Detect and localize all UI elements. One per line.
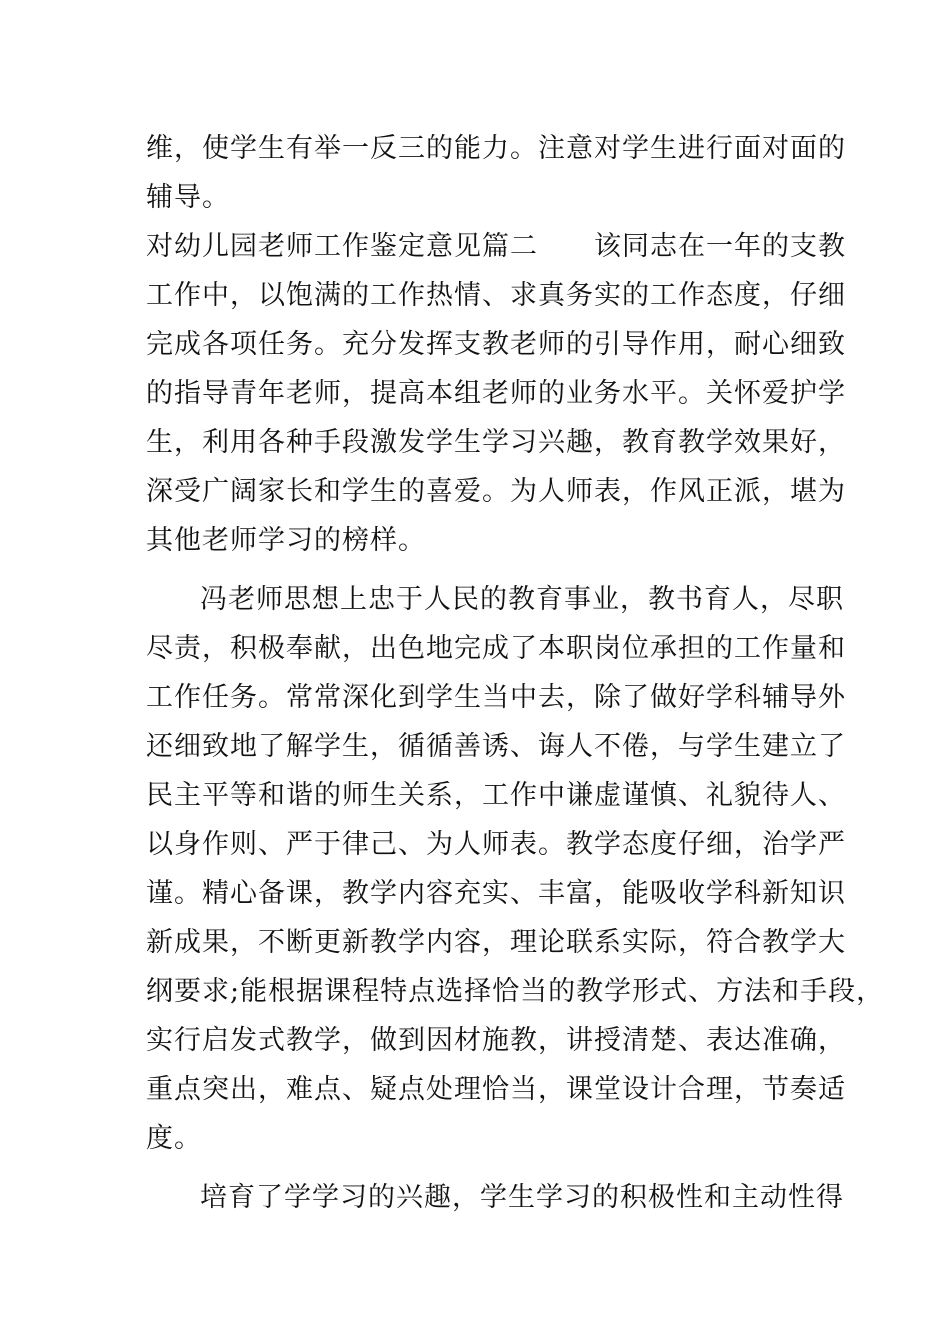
text-line: 纲要求;能根据课程特点选择恰当的教学形式、方法和手段， <box>146 976 885 1007</box>
text-line: 度。 <box>146 1123 202 1154</box>
section-heading-line: 对幼儿园老师工作鉴定意见篇二 该同志在一年的支教 <box>146 231 846 262</box>
text-line: 深受广阔家长和学生的喜爱。为人师表，作风正派，堪为 <box>146 476 846 507</box>
text-line: 实行启发式教学，做到因材施教，讲授清楚、表达准确， <box>146 1025 846 1056</box>
text-line: 重点突出，难点、疑点处理恰当，课堂设计合理，节奏适 <box>146 1074 846 1105</box>
text-line: 谨。精心备课，教学内容充实、丰富，能吸收学科新知识 <box>146 878 846 909</box>
text-line: 生，利用各种手段激发学生学习兴趣，教育教学效果好， <box>146 427 846 458</box>
text-line: 新成果，不断更新教学内容，理论联系实际，符合教学大 <box>146 927 846 958</box>
paragraph-first-line: 冯老师思想上忠于人民的教育事业，教书育人，尽职 <box>200 584 844 615</box>
text-line: 工作任务。常常深化到学生当中去，除了做好学科辅导外 <box>146 682 846 713</box>
text-line: 尽责，积极奉献，出色地完成了本职岗位承担的工作量和 <box>146 633 846 664</box>
text-line: 工作中，以饱满的工作热情、求真务实的工作态度，仔细 <box>146 280 846 311</box>
text-line: 还细致地了解学生，循循善诱、诲人不倦，与学生建立了 <box>146 731 846 762</box>
text-line: 民主平等和谐的师生关系，工作中谦虚谨慎、礼貌待人、 <box>146 780 846 811</box>
text-line: 辅导。 <box>146 182 230 213</box>
text-line: 维，使学生有举一反三的能力。注意对学生进行面对面的 <box>146 133 846 164</box>
text-line: 以身作则、严于律己、为人师表。教学态度仔细，治学严 <box>146 829 846 860</box>
text-line: 完成各项任务。充分发挥支教老师的引导作用，耐心细致 <box>146 329 846 360</box>
paragraph-first-line: 培育了学学习的兴趣，学生学习的积极性和主动性得 <box>200 1182 844 1213</box>
text-line: 其他老师学习的榜样。 <box>146 525 426 556</box>
text-line: 的指导青年老师，提高本组老师的业务水平。关怀爱护学 <box>146 378 846 409</box>
